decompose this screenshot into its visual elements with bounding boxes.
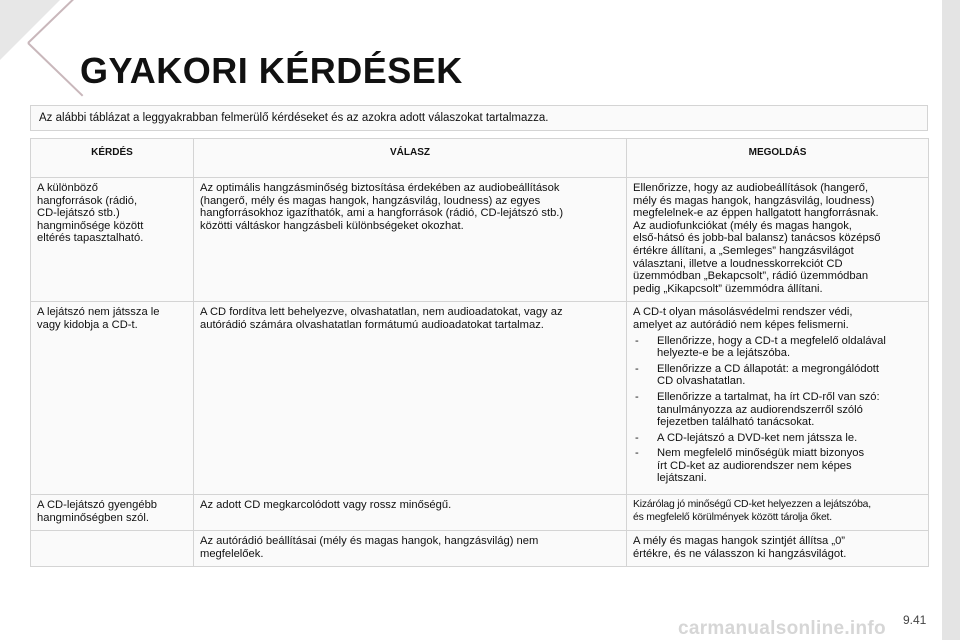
solution-intro: A CD-t olyan másolásvédelmi rendszer védi, amelyet az autórádió nem képes felismerni.	[633, 306, 853, 331]
answer-cell: Az autórádió beállításai (mély és magas hangok, hangzásvilág) nem megfelelőek.	[194, 531, 627, 567]
header-question: KÉRDÉS	[31, 139, 194, 178]
solution-steps-list	[633, 335, 922, 486]
solution-cell: A mély és magas hangok szintjét állítsa „0” értékre, és ne válasszon ki hangzásvilágot.	[627, 531, 929, 567]
table-row	[31, 531, 929, 567]
table-row	[31, 178, 929, 302]
header-answer: VÁLASZ	[194, 139, 627, 178]
question-cell: A CD-lejátszó gyengébb hangminőségben szól.	[31, 495, 194, 531]
intro-text: Az alábbi táblázat a leggyakrabban felmerülő kérdéseket és az azokra adott válaszokat tartalmazza.	[30, 105, 928, 131]
solution-cell: Ellenőrizze, hogy az audiobeállítások (hangerő, mély és magas hangok, hangzásvilág, loudness) megfelelnek-e az éppen hallgatott hangforrásnak. Az audiofunkciókat (mély és magas hangok, első-hátsó és jobb-bal balansz) tanácsos középső értékre állítani, a „Semleges” hangzásvilágot választani, illetve a loudnesskorrekciót CD üzemmódban „Bekapcsolt”, rádió üzemmódban pedig „Kikapcsolt” üzemmódra állítani.	[627, 178, 929, 302]
answer-cell: Az adott CD megkarcolódott vagy rossz minőségű.	[194, 495, 627, 531]
solution-cell	[627, 302, 929, 495]
answer-cell: A CD fordítva lett behelyezve, olvashatatlan, nem audioadatokat, vagy az autórádió számára olvashatatlan formátumú audioadatokat tartalmaz.	[194, 302, 627, 495]
table-row	[31, 495, 929, 531]
page-title: GYAKORI KÉRDÉSEK	[80, 50, 463, 91]
table-row	[31, 302, 929, 495]
faq-table	[30, 138, 929, 567]
page-number: 9.41	[903, 613, 927, 627]
solution-cell: Kizárólag jó minőségű CD-ket helyezzen a lejátszóba, és megfelelő körülmények között tárolja őket.	[627, 495, 929, 531]
list-item: - Ellenőrizze a CD állapotát: a megrongálódott CD olvashatatlan.	[633, 363, 922, 388]
question-cell: A különböző hangforrások (rádió, CD-lejátszó stb.) hangminősége között eltérés tapasztalható.	[31, 178, 194, 302]
header-solution: MEGOLDÁS	[627, 139, 929, 178]
page-edge-bar	[942, 0, 960, 640]
question-cell: A lejátszó nem játssza le vagy kidobja a CD-t.	[31, 302, 194, 495]
list-item: - Ellenőrizze a tartalmat, ha írt CD-ről van szó: tanulmányozza az audiorendszerről szóló fejezetben található tanácsokat.	[633, 391, 922, 429]
corner-decoration	[0, 0, 60, 60]
answer-cell: Az optimális hangzásminőség biztosítása érdekében az audiobeállítások (hangerő, mély és magas hangok, hangzásvilág, loudness) az egyes hangforrásokhoz igazíthatók, ami a hangforrások (rádió, CD-lejátszó stb.) közötti váltáskor hangzásbeli különbségeket okozhat.	[194, 178, 627, 302]
list-item: - Nem megfelelő minőségük miatt bizonyos írt CD-ket az audiorendszer nem képes lejátszani.	[633, 447, 922, 485]
watermark: carmanualsonline.info	[678, 618, 886, 639]
question-cell-empty	[31, 531, 194, 567]
list-item: - A CD-lejátszó a DVD-ket nem játssza le.	[633, 432, 922, 445]
table-header-row	[31, 139, 929, 178]
list-item: - Ellenőrizze, hogy a CD-t a megfelelő oldalával helyezte-e be a lejátszóba.	[633, 335, 922, 360]
